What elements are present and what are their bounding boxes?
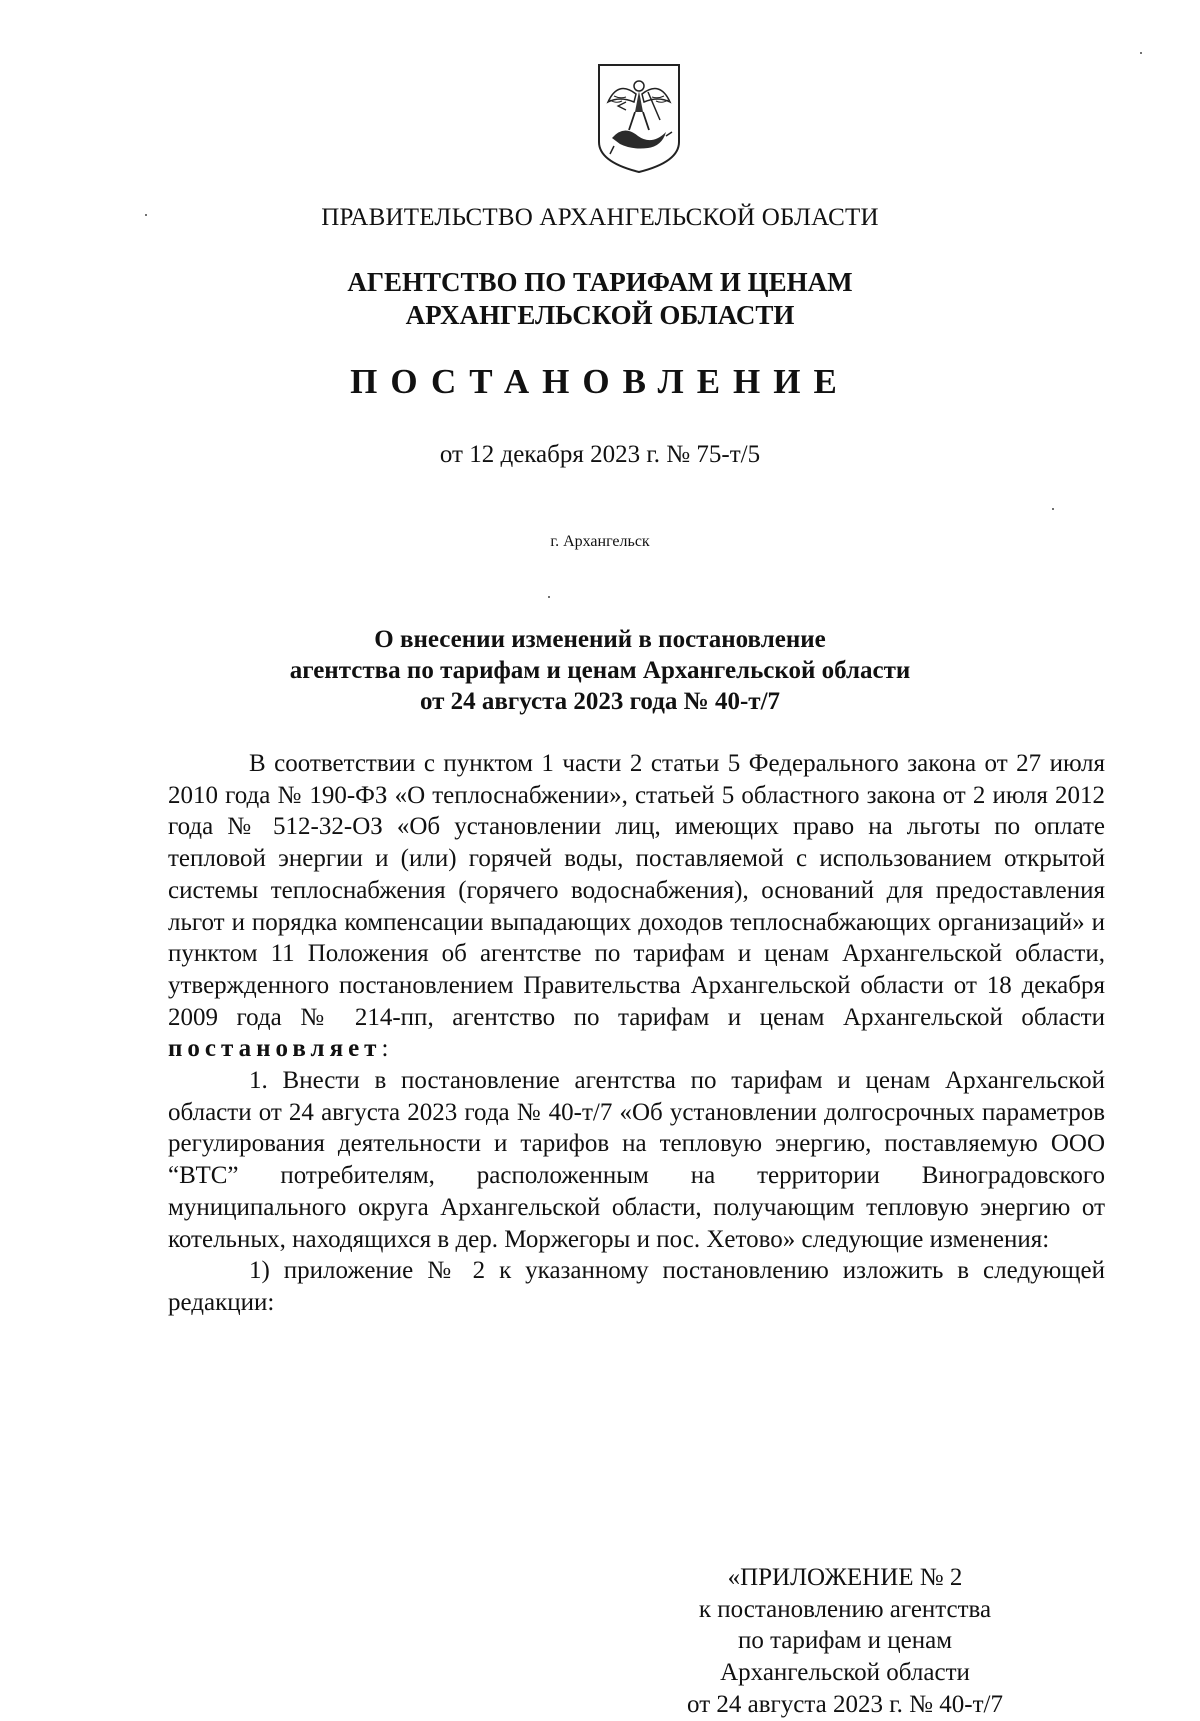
government-name: ПРАВИТЕЛЬСТВО АРХАНГЕЛЬСКОЙ ОБЛАСТИ — [321, 204, 879, 231]
agency-name-line1: АГЕНТСТВО ПО ТАРИФАМ И ЦЕНАМ — [347, 267, 853, 297]
agency-name-line2: АРХАНГЕЛЬСКОЙ ОБЛАСТИ — [405, 300, 795, 330]
document-city: г. Архангельск — [550, 533, 650, 550]
preamble-colon: : — [381, 1035, 389, 1063]
decree-word: постановляет — [168, 1035, 382, 1063]
appendix-line1: «ПРИЛОЖЕНИЕ № 2 — [727, 1564, 963, 1591]
coat-of-arms-emblem — [596, 62, 682, 174]
scan-speck — [548, 596, 550, 598]
document-type-title: ПОСТАНОВЛЕНИЕ — [350, 362, 850, 401]
agency-name — [0, 266, 1200, 332]
document-subject — [0, 624, 1200, 717]
document-date-number: от 12 декабря 2023 г. № 75-т/5 — [439, 441, 761, 468]
subject-line2: агентства по тарифам и ценам Архангельской области — [289, 657, 911, 684]
scan-speck — [1052, 508, 1054, 510]
scan-speck — [145, 214, 147, 216]
scan-speck — [1140, 52, 1142, 54]
appendix-line3: по тарифам и ценам — [737, 1627, 953, 1655]
preamble-text: В соответствии с пунктом 1 части 2 статьи 5 Федерального закона от 27 июля 2010 года № 190-ФЗ «О теплоснабжении», статьей 5 областного закона от 2 июля 2012 года № 512-32-ОЗ «Об установлении лиц, имеющих право на льготы по оплате тепловой энергии и (или) горячей воды, поставляемой с использованием открытой системы теплоснабжения (горячего водоснабжения), оснований для предоставления льгот и порядка компенсации выпадающих доходов теплоснабжающих организаций» и пунктом 11 Положения об агентстве по тарифам и ценам Архангельской области, утвержденного постановлением Правительства Архангельской области от 18 декабря 2009 года № 214-пп, агентство по тарифам и ценам Архангельской области — [168, 750, 1105, 1031]
appendix-line5: от 24 августа 2023 г. № 40-т/7 — [687, 1690, 1003, 1718]
body-paragraph-subitem1: 1) приложение № 2 к указанному постановлению изложить в следующей редакции: — [168, 1257, 1105, 1316]
document-body — [168, 748, 1105, 1319]
appendix-line2: к постановлению агентства — [698, 1595, 992, 1623]
body-paragraph-preamble — [168, 748, 1105, 1065]
subject-line1: О внесении изменений в постановление — [374, 626, 826, 653]
body-paragraph-item1: 1. Внести в постановление агентства по тарифам и ценам Архангельской области от 24 августа 2023 года № 40-т/7 «Об установлении долгосрочных параметров регулирования деятельности и тарифов на тепловую энергию, поставляемую ООО “ВТС” потребителям, расположенным на территории Виноградовского муниципального округа Архангельской области, получающим тепловую энергию от котельных, находящихся в дер. Моржегоры и пос. Хетово» следующие изменения: — [168, 1067, 1105, 1253]
subject-line3: от 24 августа 2023 года № 40-т/7 — [419, 688, 781, 715]
appendix-line4: Архангельской области — [720, 1659, 970, 1687]
